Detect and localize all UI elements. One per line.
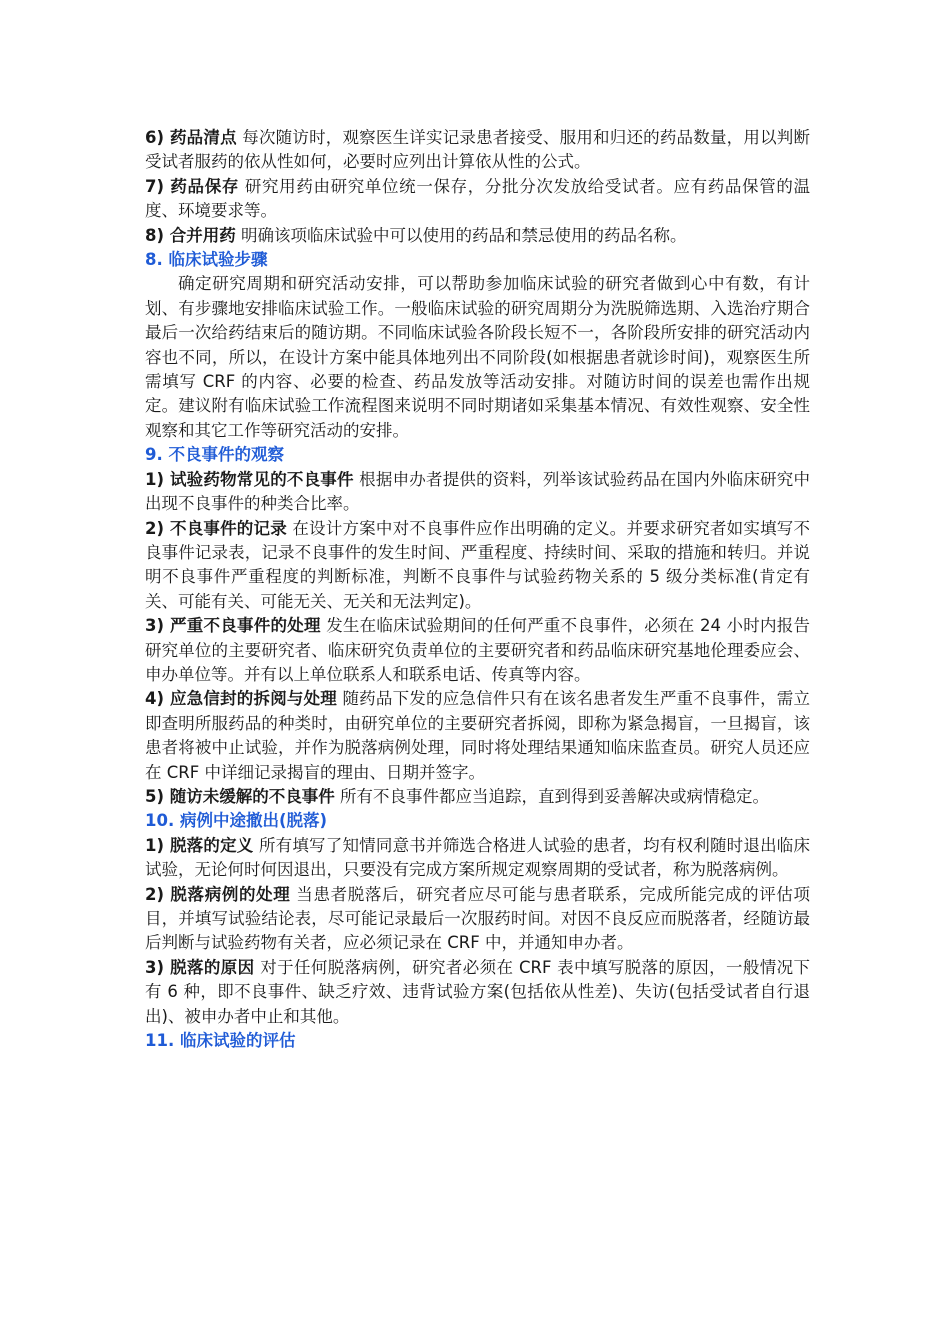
item-text: 每次随访时，观察医生详实记录患者接受、服用和归还的药品数量，用以判断受试者服药的依从性如何，必要时应列出计算依从性的公式。	[145, 128, 810, 172]
item-text: 根据申办者提供的资料，列举该试验药品在国内外临床研究中出现不良事件的种类合比率。	[145, 469, 810, 514]
item-text: 明确该项临床试验中可以使用的药品和禁忌使用的药品名称。	[235, 225, 687, 245]
item-term: 1) 脱落的定义	[145, 835, 254, 855]
item-term: 7) 药品保存	[145, 176, 239, 196]
item-term: 5) 随访未缓解的不良事件	[145, 786, 335, 806]
list-item	[145, 468, 810, 517]
list-item	[145, 614, 810, 687]
item-term: 3) 脱落的原因	[145, 957, 255, 977]
list-item	[145, 175, 810, 224]
list-item	[145, 687, 810, 785]
item-text: 研究用药由研究单位统一保存，分批分次发放给受试者。应有药品保管的温度、环境要求等。	[145, 176, 810, 221]
list-item	[145, 883, 810, 956]
list-item	[145, 126, 810, 175]
item-term: 2) 脱落病例的处理	[145, 884, 291, 904]
item-text: 所有填写了知情同意书并筛选合格进人试验的患者，均有权利随时退出临床试验，无论何时何因退出，只要没有完成方案所规定观察周期的受试者，称为脱落病例。	[145, 835, 810, 880]
item-text: 对于任何脱落病例，研究者必须在 CRF 表中填写脱落的原因，一般情况下有 6 种，即不良事件、缺乏疗效、违背试验方案(包括依从性差)、失访(包括受试者自行退出)、被申办者中止和其他。	[145, 957, 810, 1026]
section-paragraph: 确定研究周期和研究活动安排，可以帮助参加临床试验的研究者做到心中有数，有计划、有步骤地安排临床试验工作。一般临床试验的研究周期分为洗脱筛选期、入选治疗期合最后一次给药结束后的随访期。不同临床试验各阶段长短不一，各阶段所安排的研究活动内容也不同，所以，在设计方案中能具体地列出不同阶段(如根据患者就诊时间)，观察医生所需填写 CRF 的内容、必要的检查、药品发放等活动安排。对随访时间的误差也需作出规定。建议附有临床试验工作流程图来说明不同时期诸如采集基本情况、有效性观察、安全性观察和其它工作等研究活动的安排。	[145, 274, 810, 440]
item-text: 发生在临床试验期间的任何严重不良事件，必须在 24 小时内报告研究单位的主要研究者、临床研究负责单位的主要研究者和药品临床研究基地伦理委应会、申办单位等。并有以上单位联系人和联系电话、传真等内容。	[145, 616, 810, 684]
item-term: 3) 严重不良事件的处理	[145, 616, 321, 636]
item-text: 当患者脱落后，研究者应尽可能与患者联系，完成所能完成的评估项目，并填写试验结论表，尽可能记录最后一次服药时间。对因不良反应而脱落者，经随访最后判断与试验药物有关者，应必须记录在 CRF 中，并通知申办者。	[145, 884, 810, 953]
document-body	[145, 126, 810, 1053]
item-term: 4) 应急信封的拆阅与处理	[145, 689, 338, 709]
list-item	[145, 834, 810, 883]
section-heading: 10. 病例中途撤出(脱落)	[145, 811, 328, 831]
list-item	[145, 785, 810, 809]
item-term: 8) 合并用药	[145, 225, 236, 245]
list-item	[145, 517, 810, 615]
list-item	[145, 224, 810, 248]
item-term: 6) 药品清点	[145, 128, 237, 147]
item-term: 2) 不良事件的记录	[145, 518, 287, 538]
section-heading: 11. 临床试验的评估	[145, 1031, 296, 1051]
item-text: 所有不良事件都应当追踪，直到得到妥善解决或病情稳定。	[334, 786, 770, 806]
section-heading: 9. 不良事件的观察	[145, 445, 284, 465]
section-heading: 8. 临床试验步骤	[145, 250, 268, 270]
item-text: 在设计方案中对不良事件应作出明确的定义。并要求研究者如实填写不良事件记录表，记录不良事件的发生时间、严重程度、持续时间、采取的措施和转归。并说明不良事件严重程度的判断标准，判断不良事件与试验药物关系的 5 级分类标准(肯定有关、可能有关、可能无关、无关和无法判定)。	[145, 518, 810, 611]
item-term: 1) 试验药物常见的不良事件	[145, 469, 354, 489]
item-text: 随药品下发的应急信件只有在该名患者发生严重不良事件，需立即查明所服药品的种类时，由研究单位的主要研究者拆阅，即称为紧急揭盲，一旦揭盲，该患者将被中止试验，并作为脱落病例处理，同时将处理结果通知临床监查员。研究人员还应在 CRF 中详细记录揭盲的理由、日期并签字。	[145, 689, 810, 782]
list-item	[145, 956, 810, 1029]
